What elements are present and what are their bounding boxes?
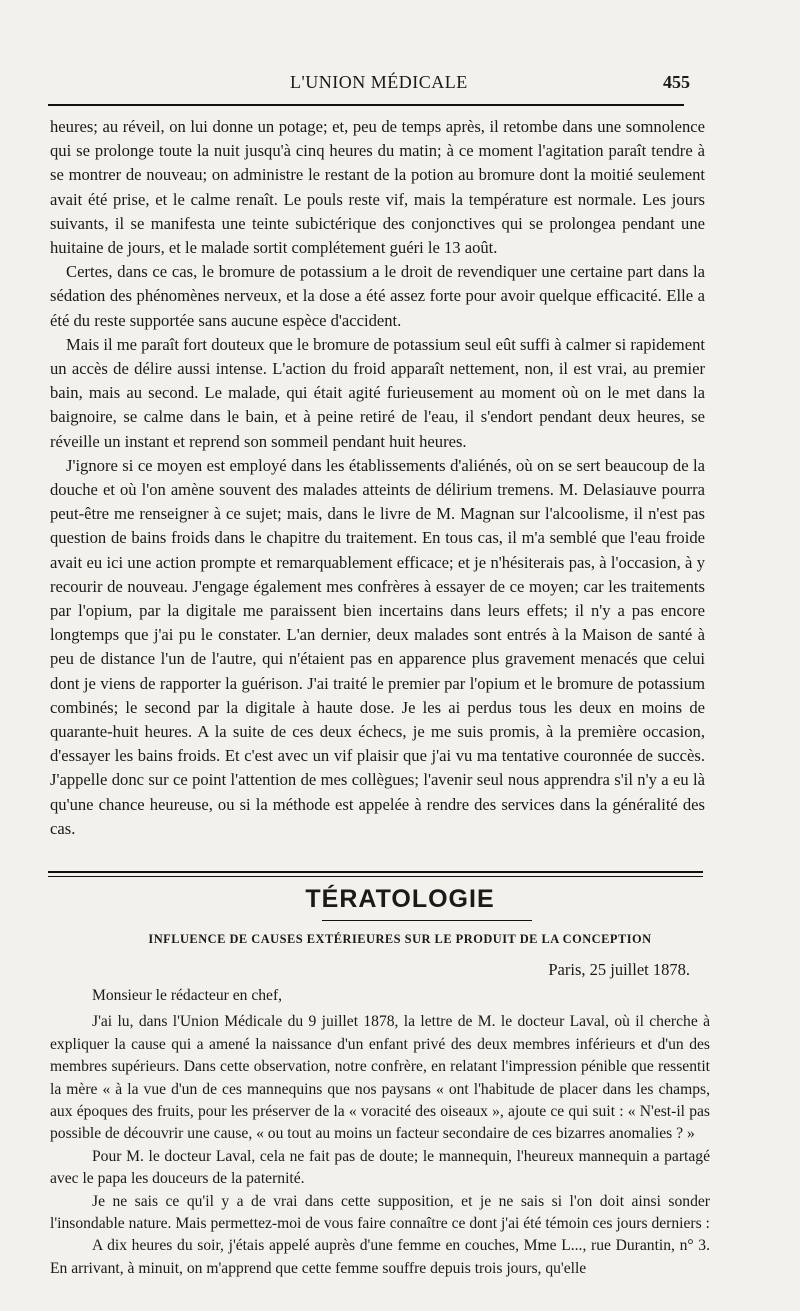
paragraph: Certes, dans ce cas, le bromure de potassium a le droit de revendiquer une certaine part dans la sédation des phénomènes nerveux, et la dose a été assez forte pour avoir quelque efficacité. Elle a été du reste supportée sans aucune espèce d'accident. — [50, 262, 705, 330]
article-continuation — [50, 115, 705, 841]
letter-dateline: Paris, 25 juillet 1878. — [548, 960, 690, 979]
paragraph: J'ai lu, dans l'Union Médicale du 9 juillet 1878, la lettre de M. le docteur Laval, où il cherche à expliquer la cause qui a amené la naissance d'un enfant privé des deux membres inférieurs et d'un des membres supérieurs. Dans cette observation, notre confrère, en relatant l'impression pénible que ressentit la mère « à la vue d'un de ces mannequins que nos paysans « ont l'habitude de placer dans les champs, aux époques des fruits, pour les préserver de la « voracité des oiseaux », ajoute ce qui suit : « N'est-il pas possible de découvrir une cause, « ou tout au moins un facteur secondaire de ces bizarres anomalies ? » — [50, 1013, 710, 1143]
paragraph: J'ignore si ce moyen est employé dans les établissements d'aliénés, où on se sert beaucoup de la douche et où l'on amène souvent des malades atteints de délirium tremens. M. Delasiauve pourra peut-être me renseigner à ce sujet; mais, dans le livre de M. Magnan sur l'alcoolisme, il n'est pas question de bains froids dans le chapitre du traitement. En tous cas, il m'a semblé que l'eau froide avait eu ici une action prompte et remarquablement efficace; et je n'hésiterais pas, à l'occasion, à y recourir de nouveau. J'engage également mes confrères à essayer de ce moyen; car les traitements par l'opium, par la digitale me paraissent bien incertains dans leurs effets; il n'y a pas encore longtemps que j'ai pu le constater. L'an dernier, deux malades sont entrés à la Maison de santé à peu de distance l'un de l'autre, qui n'étaient pas en apparence plus gravement menacés que celui dont je viens de rapporter la guérison. J'ai traité le premier par l'opium et le bromure de potassium combinés; le second par la digitale à haute dose. Je les ai perdus tous les deux en moins de quarante-huit heures. A la suite de ces deux échecs, je me suis promis, à la première occasion, d'essayer les bains froids. Et c'est avec un vif plaisir que j'ai vu ma tentative couronnée de succès. J'appelle donc sur ce point l'attention de mes collègues; l'avenir seul nous apprendra s'il n'y a eu là qu'une chance heureuse, ou si la méthode est appelée à rendre des services dans la généralité des cas. — [50, 455, 705, 838]
paragraph: A dix heures du soir, j'étais appelé auprès d'une femme en couches, Mme L..., rue Durantin, n° 3. En arrivant, à minuit, on m'apprend que cette femme souffre depuis trois jours, qu'elle — [50, 1237, 710, 1277]
paragraph: Je ne sais ce qu'il y a de vrai dans cette supposition, et je ne sais si l'on doit ainsi sonder l'insondable nature. Mais permettez-moi de vous faire connaître ce dont j'ai été témoin ces jours derniers : — [50, 1192, 710, 1233]
section-divider-thin — [48, 876, 703, 877]
page-number: 455 — [663, 72, 690, 92]
page-header — [50, 72, 690, 98]
section-divider-thick — [48, 871, 703, 873]
paragraph: Pour M. le docteur Laval, cela ne fait pas de doute; le mannequin, l'heureux mannequin a partagé avec le papa les douceurs de la paternité. — [50, 1147, 710, 1188]
title-underline — [322, 920, 532, 921]
header-rule — [48, 104, 684, 106]
article-subtitle: INFLUENCE DE CAUSES EXTÉRIEURES SUR LE PRODUIT DE LA CONCEPTION — [148, 932, 652, 946]
paragraph: heures; au réveil, on lui donne un potage; et, peu de temps après, il retombe dans une somnolence qui se prolonge toute la nuit jusqu'à cinq heures du matin; à ce moment l'agitation paraît tendre à se montrer de nouveau; on administre le restant de la potion au bromure dont la moitié seulement avait été prise, et le calme renaît. Le pouls reste vif, mais la température est normale. Les jours suivants, il se manifesta une teinte subictérique des conjonctives qui se prolongea pendant une huitaine de jours, et le malade sortit complétement guéri le 13 août. — [50, 117, 705, 258]
salutation: Monsieur le rédacteur en chef, — [92, 987, 283, 1004]
section-title: TÉRATOLOGIE — [305, 885, 495, 913]
letter-body — [50, 985, 710, 1280]
journal-title: L'UNION MÉDICALE — [290, 72, 468, 92]
paragraph: Mais il me paraît fort douteux que le bromure de potassium seul eût suffi à calmer si rapidement un accès de délire aussi intense. L'action du froid apparaît nettement, non, il est vrai, au premier bain, mais au second. Le malade, qui était agité furieusement au moment où on le met dans la baignoire, se calme dans le bain, et à peine retiré de l'eau, il s'endort pendant deux heures, se réveille un instant et reprend son sommeil pendant huit heures. — [50, 334, 705, 451]
